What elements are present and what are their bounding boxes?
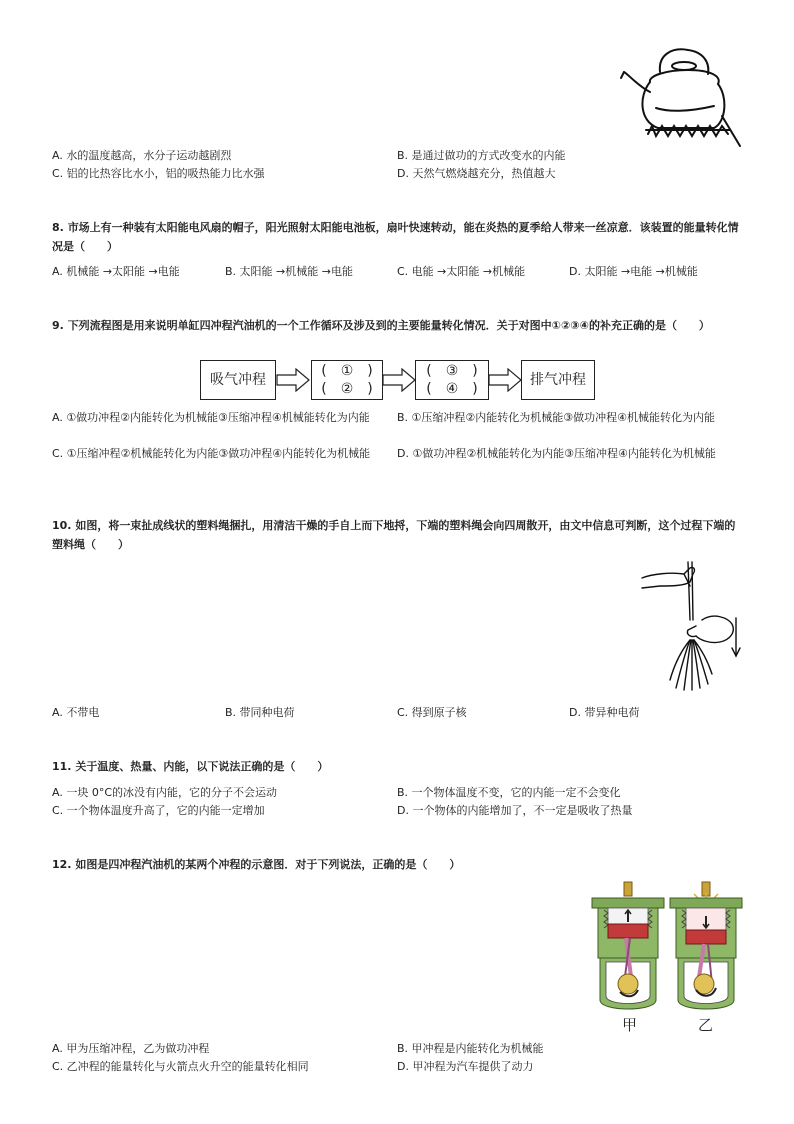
q9-option-b[interactable]: B. ①压缩冲程②内能转化为机械能③做功冲程④机械能转化为内能: [397, 411, 715, 424]
q11-option-c[interactable]: C. 一个物体温度升高了，它的内能一定增加: [52, 804, 265, 817]
question-10-text: 如图，将一束扯成线状的塑料绳捆扎，用清洁干燥的手自上而下地捋，下端的塑料绳会向四周散开，由文中信息可判断，这个过程下端的塑料绳（ ）: [52, 519, 736, 551]
question-12-text: 如图是四冲程汽油机的某两个冲程的示意图．对于下列说法，正确的是（ ）: [75, 858, 461, 871]
flow-intake-label: 吸气冲程: [210, 372, 266, 388]
question-8-text: 市场上有一种装有太阳能电风扇的帽子，阳光照射太阳能电池板，扇叶快速转动，能在炎热的夏季给人带来一丝凉意．该装置的能量转化情况是（ ）: [52, 221, 739, 253]
question-12: [52, 855, 744, 874]
q8-option-c[interactable]: C. 电能 →太阳能 →机械能: [397, 265, 526, 278]
q9-option-d[interactable]: D. ①做功冲程②机械能转化为内能③压缩冲程④内能转化为机械能: [397, 447, 716, 460]
flow-arrow-1: [276, 368, 310, 392]
q8-option-d[interactable]: D. 太阳能 →电能 →机械能: [569, 265, 698, 278]
flow-blank-4: ( ④ ): [426, 381, 478, 397]
q9-option-c[interactable]: C. ①压缩冲程②机械能转化为内能③做功冲程④内能转化为机械能: [52, 447, 371, 460]
flow-blank-3: ( ③ ): [426, 363, 478, 379]
engine-label-yi: 乙: [698, 1016, 714, 1034]
q12-option-b[interactable]: B. 甲冲程是内能转化为机械能: [397, 1042, 544, 1055]
q8-option-b[interactable]: B. 太阳能 →机械能 →电能: [225, 265, 353, 278]
flow-blank-1: ( ① ): [321, 363, 373, 379]
q10-option-c[interactable]: C. 得到原子核: [397, 706, 467, 719]
question-9-number: 9.: [52, 319, 64, 332]
q10-option-d[interactable]: D. 带异种电荷: [569, 706, 640, 719]
q12-option-d[interactable]: D. 甲冲程为汽车提供了动力: [397, 1060, 534, 1073]
flow-box-3-4: [415, 360, 489, 400]
question-10: [52, 516, 744, 554]
q9-option-a[interactable]: A. ①做功冲程②内能转化为机械能③压缩冲程④机械能转化为内能: [52, 411, 370, 424]
question-11: [52, 757, 744, 776]
kettle-on-stove-figure: [618, 42, 744, 148]
flow-exhaust-label: 排气冲程: [530, 372, 586, 388]
flow-arrow-2: [382, 368, 416, 392]
question-12-number: 12.: [52, 858, 72, 871]
flow-box-1-2: [311, 360, 383, 400]
q11-option-a[interactable]: A. 一块 0°C的冰没有内能，它的分子不会运动: [52, 786, 277, 799]
q7-option-c[interactable]: C. 铝的比热容比水小，铝的吸热能力比水强: [52, 167, 265, 180]
question-9-text: 下列流程图是用来说明单缸四冲程汽油机的一个工作循环及涉及到的主要能量转化情况．关于对图中①②③④的补充正确的是（ ）: [67, 319, 710, 332]
question-8: [52, 218, 744, 256]
hand-stroking-plastic-rope-figure: [640, 560, 744, 692]
flow-exhaust-box: [521, 360, 595, 400]
engine-diagram-jia: [590, 880, 666, 1014]
engine-diagram-yi: [668, 880, 744, 1014]
engine-label-jia: 甲: [622, 1016, 638, 1034]
flow-blank-2: ( ② ): [321, 381, 373, 397]
q7-option-b[interactable]: B. 是通过做功的方式改变水的内能: [397, 149, 566, 162]
flow-intake-box: [200, 360, 276, 400]
q10-option-b[interactable]: B. 带同种电荷: [225, 706, 295, 719]
q7-option-d[interactable]: D. 天然气燃烧越充分，热值越大: [397, 167, 556, 180]
flow-arrow-3: [488, 368, 522, 392]
q7-option-a[interactable]: A. 水的温度越高，水分子运动越剧烈: [52, 149, 232, 162]
q10-option-a[interactable]: A. 不带电: [52, 706, 100, 719]
q12-option-a[interactable]: A. 甲为压缩冲程，乙为做功冲程: [52, 1042, 210, 1055]
q12-option-c[interactable]: C. 乙冲程的能量转化与火箭点火升空的能量转化相同: [52, 1060, 309, 1073]
q11-option-d[interactable]: D. 一个物体的内能增加了，不一定是吸收了热量: [397, 804, 633, 817]
question-9: [52, 316, 744, 335]
question-11-text: 关于温度、热量、内能，以下说法正确的是（ ）: [75, 760, 329, 773]
q8-option-a[interactable]: A. 机械能 →太阳能 →电能: [52, 265, 180, 278]
question-10-number: 10.: [52, 519, 72, 532]
question-8-number: 8.: [52, 221, 64, 234]
q11-option-b[interactable]: B. 一个物体温度不变，它的内能一定不会变化: [397, 786, 621, 799]
question-11-number: 11.: [52, 760, 72, 773]
